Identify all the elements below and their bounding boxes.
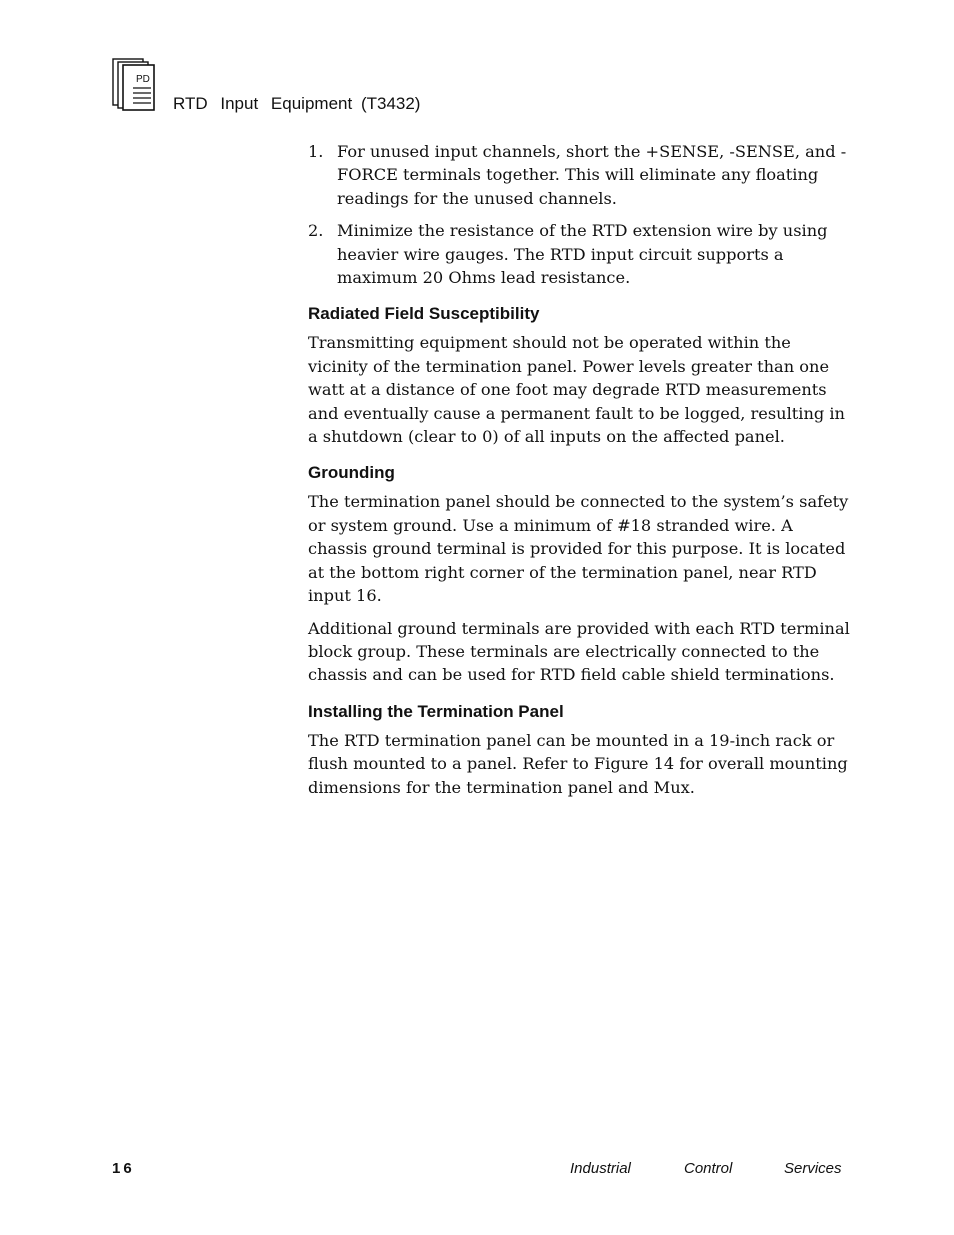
step-number: 2. — [308, 221, 324, 241]
numbered-steps-list — [308, 140, 853, 289]
step-number: 1. — [308, 142, 324, 161]
section-heading-installing-panel: Installing the Termination Panel — [308, 701, 564, 721]
list-item — [308, 140, 853, 210]
paragraph: The RTD termination panel can be mounted in a 19-inch rack or flush mounted to a panel. Refer to Figure 14 for overall mounting dimensions for the termination panel and Mux. — [308, 730, 848, 797]
pd-document-logo — [112, 58, 156, 112]
page-number: 16 — [112, 1160, 135, 1177]
running-header-title — [173, 94, 428, 114]
list-item — [308, 219, 853, 289]
header-word: (T3432) — [360, 94, 421, 113]
pd-logo-text: PD — [136, 74, 150, 85]
footer-company-word: Control — [684, 1160, 733, 1177]
section-heading-grounding: Grounding — [308, 463, 395, 483]
step-text: For unused input channels, short the +SENSE, -SENSE, and -FORCE terminals together. This will eliminate any floating readings for the unused channels. — [337, 142, 847, 208]
header-word: RTD — [173, 94, 208, 113]
paragraph: The termination panel should be connected to the system’s safety or system ground. Use a minimum of #18 stranded wire. A chassis ground terminal is provided for this purpose. It is located at the bottom right corner of the termination panel, near RTD input 16. — [308, 492, 849, 606]
footer-company-word: Services — [784, 1160, 842, 1177]
header-word: Input — [220, 94, 259, 113]
section-heading-radiated-field: Radiated Field Susceptibility — [308, 304, 540, 324]
step-text: Minimize the resistance of the RTD extension wire by using heavier wire gauges. The RTD input circuit supports a maximum 20 Ohms lead resistance. — [337, 221, 828, 288]
paragraph: Additional ground terminals are provided with each RTD terminal block group. These terminals are electrically connected to the chassis and can be used for RTD field cable shield terminations. — [308, 618, 850, 685]
page-body — [308, 140, 853, 808]
header-word: Equipment — [270, 94, 353, 113]
paragraph: Transmitting equipment should not be operated within the vicinity of the termination panel. Power levels greater than one watt at a distance of one foot may degrade RTD measurements and eventually cause a permanent fault to be logged, resulting in a shutdown (clear to 0) of all inputs on the affected panel. — [308, 333, 845, 447]
footer-company-word: Industrial — [570, 1160, 631, 1177]
